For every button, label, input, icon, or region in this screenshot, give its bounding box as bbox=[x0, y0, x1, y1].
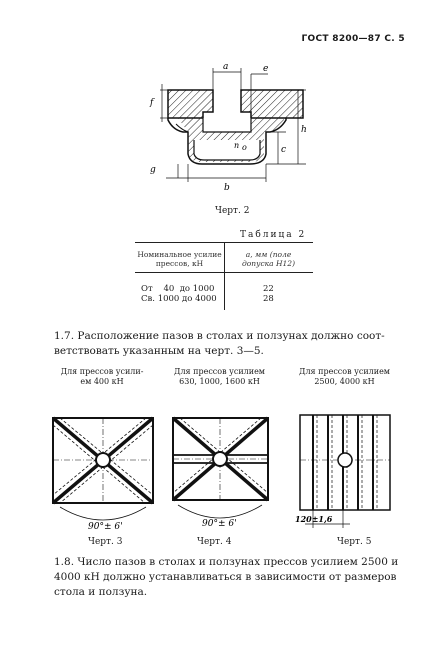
figure3-drawing bbox=[50, 415, 160, 535]
figure5-caption: Черт. 5 bbox=[337, 537, 372, 547]
section-1-7: 1.7. Расположение пазов в столах и ползунах должно соот- ветствовать указанным на черт. 3—5. bbox=[54, 330, 385, 357]
figure4-title: Для прессов усилием 630, 1000, 1600 кН bbox=[173, 367, 266, 386]
figure4-drawing bbox=[170, 415, 280, 535]
t-slot-section-drawing bbox=[138, 60, 318, 195]
dim-n-label: n bbox=[234, 141, 240, 150]
dim-o-label: o bbox=[242, 143, 247, 152]
table2-row1-range: От 40 до 1000 bbox=[141, 284, 215, 294]
dim-f-label: f bbox=[150, 98, 154, 108]
figure5-drawing bbox=[295, 410, 395, 535]
table2-row2-value: 28 bbox=[263, 294, 274, 304]
figure4-dimension: 90°± 6' bbox=[202, 519, 237, 529]
figure4-caption: Черт. 4 bbox=[197, 537, 232, 547]
table2-row2-range: Св. 1000 до 4000 bbox=[141, 294, 217, 304]
table2-title: Таблица 2 bbox=[240, 230, 307, 240]
figure3-caption: Черт. 3 bbox=[88, 537, 123, 547]
dim-a-label: a bbox=[223, 62, 229, 72]
dim-e-label: e bbox=[263, 64, 269, 74]
figure5-title: Для прессов усилием 2500, 4000 кН bbox=[298, 367, 391, 386]
table2-row1-value: 22 bbox=[263, 284, 274, 294]
dim-g-label: g bbox=[150, 165, 156, 175]
page-header: ГОСТ 8200—87 С. 5 bbox=[301, 34, 405, 44]
dim-b-label: b bbox=[224, 183, 230, 193]
figure3-dimension: 90°± 6' bbox=[88, 522, 123, 532]
figure2-caption: Черт. 2 bbox=[215, 206, 250, 216]
dim-c-label: c bbox=[281, 145, 287, 155]
table2-col1-header: Номинальное усилие прессов, кН bbox=[137, 250, 222, 268]
figure3-title: Для прессов усили- ем 400 кН bbox=[60, 367, 144, 386]
figure5-dimension: 120±1,6 bbox=[295, 514, 333, 524]
dim-h-label: h bbox=[301, 125, 307, 135]
section-1-8: 1.8. Число пазов в столах и ползунах прессов усилием 2500 и 4000 кН должно устанавливаться в зависимости от размеров стола и ползуна. bbox=[54, 556, 399, 598]
table2-col2-header: a, мм (поле допуска H12) bbox=[242, 250, 295, 268]
